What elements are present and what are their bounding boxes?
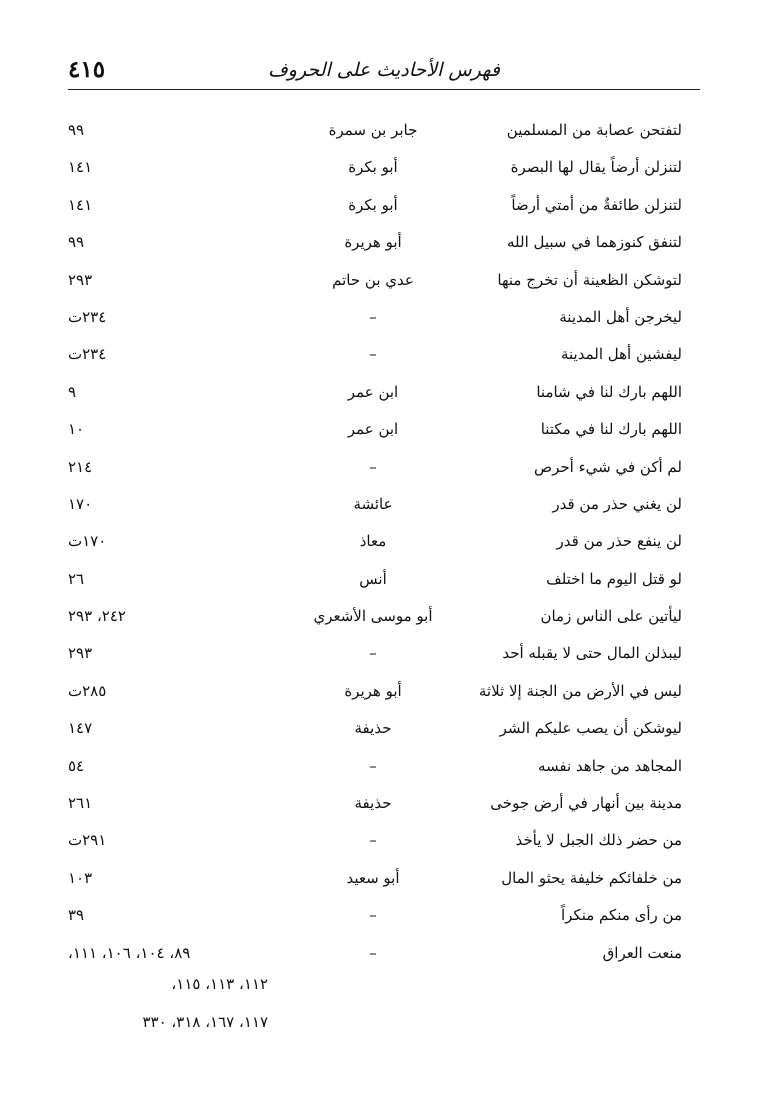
page-references: ١٧٠ت [68,532,107,551]
hadith-text: اللهم بارك لنا في مكتنا [540,420,682,439]
hadith-text: لم أكن في شيء أحرص [533,457,682,476]
hadith-text: ليبذلن المال حتى لا يقبله أحد [502,644,682,663]
index-row [68,149,682,186]
hadith-text: ليفشين أهل المدينة [560,345,682,364]
page-references: ١٠ [68,420,85,439]
narrator-name: أبو سعيد [346,868,400,887]
hadith-text: لتوشكن الظعينة أن تخرج منها [497,270,682,289]
page-references: ١٤١ [68,195,93,214]
page-references: ١٤١ [68,158,93,177]
page-references: ٢٣٤ت [68,307,107,326]
page-references: ٩٩ [68,233,85,252]
narrator-name: – [369,307,377,326]
index-row [68,561,682,598]
narrator-name: حذيفة [354,794,392,813]
narrator-name: – [369,943,377,962]
header-rule [68,89,700,90]
hadith-text: المجاهد من جاهد نفسه [537,756,682,775]
index-row [68,598,682,635]
hadith-text: لتفتحن عصابة من المسلمين [506,121,682,139]
narrator-name: أنس [359,569,387,588]
page-number: ٤١٥ [68,56,106,83]
index-row [68,374,682,411]
index-row [68,336,682,373]
page-references: ٢٨٥ت [68,681,107,700]
page-references: ١٧٠ [68,494,93,513]
running-title: فهرس الأحاديث على الحروف [268,59,500,81]
narrator-name: – [369,831,377,850]
narrator-name: عدي بن حاتم [332,270,414,289]
index-row [68,860,682,897]
index-row [68,187,682,224]
page-references: ٣٩ [68,906,85,925]
hadith-text: من حضر ذلك الجبل لا يأخذ [515,831,682,850]
hadith-text: لتنزلن طائفةٌ من أمتي أرضاً [511,195,682,214]
page-references: ٥٤ [68,756,85,775]
index-row [68,710,682,747]
hadith-text: لتنفق كنوزهما في سبيل الله [506,233,682,252]
page-references: ٢٩٣ [68,644,93,663]
hadith-text: ليخرجن أهل المدينة [559,307,682,326]
page-references: ١٤٧ [68,719,93,738]
page-references: ٢٦١ [68,794,93,813]
page-references: ٩٩ [68,121,85,139]
narrator-name: – [369,756,377,775]
page-references: ٢٩١ت [68,831,107,850]
narrator-name: معاذ [359,532,387,551]
hadith-text: من خلفائكم خليفة يحثو المال [501,868,682,887]
hadith-text: لن ينفع حذر من قدر [556,532,682,551]
narrator-name: – [369,457,377,476]
hadith-text: ليأتين على الناس زمان [540,607,682,626]
hadith-text: لو قتل اليوم ما اختلف [546,569,682,588]
index-row [68,224,682,261]
index-row [68,822,682,859]
index-row [68,785,682,822]
index-row [68,523,682,560]
page-header [68,55,700,87]
page-references: ٢٣٤ت [68,345,107,364]
index-row [68,299,682,336]
index-row [68,673,682,710]
hadith-text: ليوشكن أن يصب عليكم الشر [499,719,682,738]
page-references: ٩ [68,382,77,401]
index-row [68,635,682,672]
index-row [68,411,682,448]
narrator-name: ابن عمر [347,382,399,401]
narrator-name: – [369,906,377,925]
index-row [68,112,682,149]
narrator-name: عائشة [353,494,393,513]
hadith-text: من رأى منكم منكراً [560,906,682,925]
narrator-name: أبو هريرة [344,681,402,700]
narrator-name: – [369,644,377,663]
hadith-text: لن يغني حذر من قدر [552,494,682,513]
hadith-text: ليس في الأرض من الجنة إلا ثلاثة [478,681,682,700]
index-row [68,449,682,486]
index-row [68,486,682,523]
pages-continuation-line: ١١٢، ١١٣، ١١٥، [171,975,268,993]
hadith-text: مدينة بين أنهار في أرض جوخى [490,794,682,813]
narrator-name: حذيفة [354,719,392,738]
pages-continuation-line: ١١٧، ١٦٧، ٣١٨، ٣٣٠ [142,1013,268,1031]
hadith-text: لتنزلن أرضاً يقال لها البصرة [510,158,682,177]
narrator-name: جابر بن سمرة [328,121,418,139]
page-references: ٢٦ [68,569,85,588]
narrator-name: أبو موسى الأشعري [313,607,433,626]
index-row [68,748,682,785]
page-references: ٢٤٢، ٢٩٣ [68,607,126,626]
hadith-text: منعت العراق [602,943,682,962]
narrator-name: أبو بكرة [348,195,398,214]
page-references: ٢٩٣ [68,270,93,289]
page-references: ٢١٤ [68,457,93,476]
page-references: ١٠٣ [68,868,93,887]
narrator-name: – [369,345,377,364]
hadith-index-list [68,112,682,972]
hadith-text: اللهم بارك لنا في شامنا [536,382,682,401]
narrator-name: ابن عمر [347,420,399,439]
narrator-name: أبو بكرة [348,158,398,177]
index-row [68,897,682,934]
index-row [68,262,682,299]
narrator-name: أبو هريرة [344,233,402,252]
page-references: ٨٩، ١٠٤، ١٠٦، ١١١، [68,943,191,962]
